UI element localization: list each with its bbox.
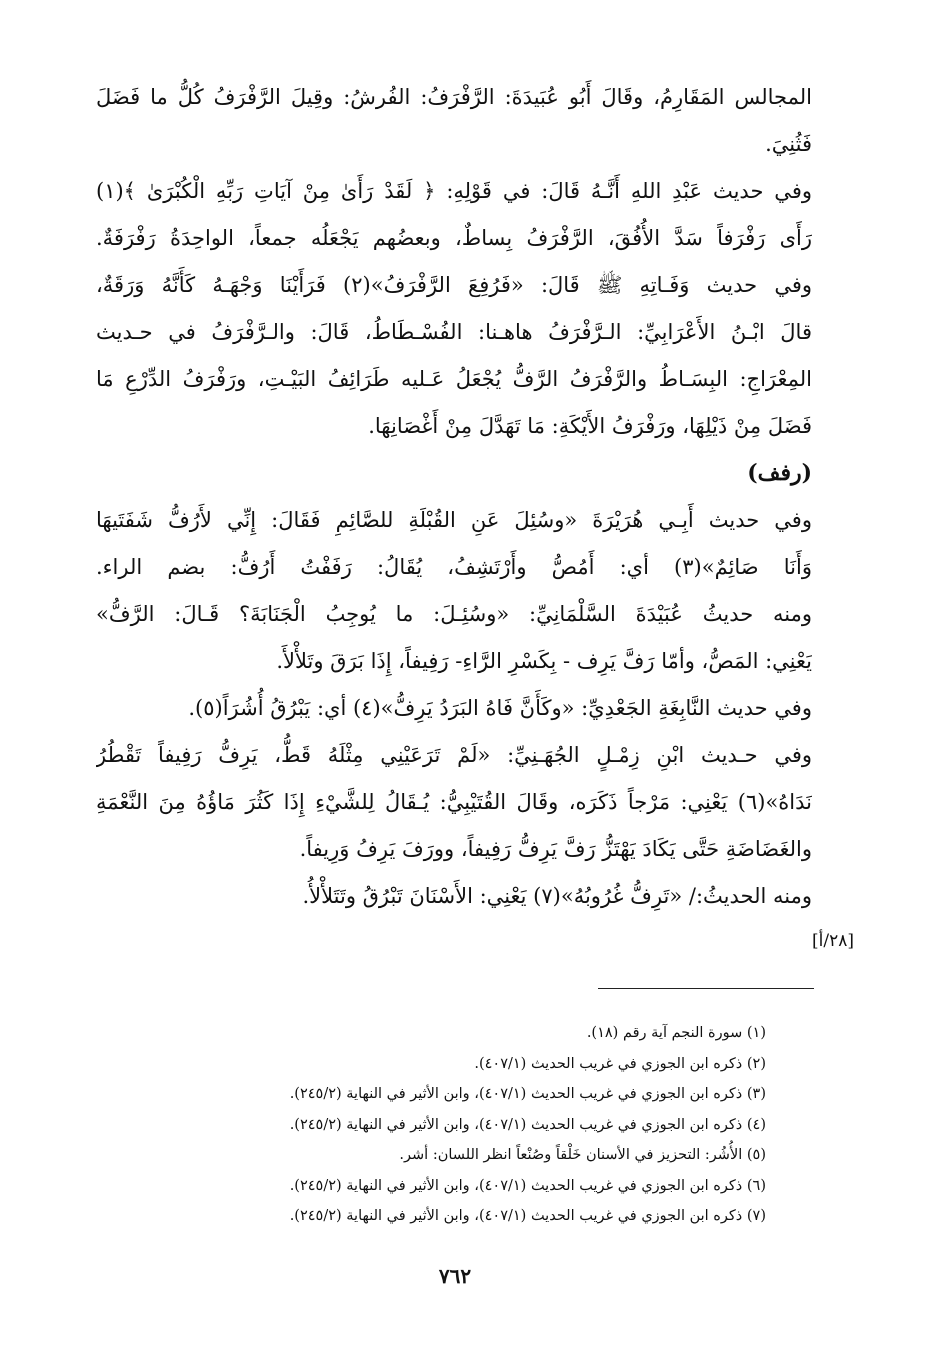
footnote: (٧) ذكره ابن الجوزي في غريب الحديث (٤٠٧/١)، وابن الأثير في النهاية (٢٤٥/٢). — [289, 1208, 766, 1224]
body-line: رَأَى رَفْرَفاً سَدَّ الأُفُقَ، الرَّفْرَفُ بِساطٌ، وبعضُهم يَجْعَلُه جمعاً، الواحِدَةُ رَفْرَفَةٌ. — [96, 226, 812, 250]
body-line: ومنه حديثُ عُبَيْدَةَ السَّلْمَانِيِّ: «وسُئِـلَ: ما يُوجِبُ الْجَنَابَةَ؟ قَـالَ: الرَّفُّ» — [96, 602, 812, 626]
body-line: يَعْنِي: المَصُّ، وأمّا رَفَّ يَرِف - بِكَسْرِ الرَّاءِ- رَفِيفاً، إِذَا بَرَقَ وتَلأْلأَ. — [276, 649, 812, 673]
body-text — [96, 74, 812, 920]
body-line: المجالس المَقَارِمُ، وقَالَ أَبُو عُبَيدَةَ: الرَّفْرَفُ: الفُرشُ: وقِيلَ الرَّفْرَفُ كُلُّ ما فَضَلَ — [96, 85, 812, 109]
footnote: (٥) الأُشُر: التحزيز في الأسنان خَلْقاً وصُنْعاً انظر اللسان: أشر. — [399, 1147, 766, 1163]
body-line: قالَ ابْـنُ الأَعْرَابِيِّ: الـرَّفْرَفُ هاهـنا: الفُسْـطَاطُ، قَالَ: والـرَّفْرَفُ في حـديث — [96, 320, 812, 344]
page-number: ٧٦٢ — [438, 1264, 472, 1288]
body-line: وفي حديث النَّابِغَةِ الجَعْدِيِّ: «وكَأَنَّ فَاهُ البَرَدُ يَرِفُّ»(٤) أي: يَبْرُقُ أُشُرَاً(٥). — [188, 696, 812, 720]
footnote-separator — [598, 988, 814, 989]
footnote: (٤) ذكره ابن الجوزي في غريب الحديث (٤٠٧/١)، وابن الأثير في النهاية (٢٤٥/٢). — [289, 1116, 766, 1133]
body-line: نَدَاهُ»(٦) يَعْنِي: مَرْجاً ذَكَرَه، وقَالَ القُتَيْبِيُّ: يُـقَالُ لِلشَّيْءِ إِذَا كَثُرَ مَاؤُهُ مِنَ النَّعْمَةِ — [96, 790, 812, 814]
footnotes — [110, 1018, 766, 1232]
body-line: المِعْرَاجِ: البِسَـاطُ والرَّفْرَفُ الرَّفُّ يُجْعَلُ عَـليه طَرَائِفُ البَيْـتِ، ورَفْرَفُ الدِّرْعِ مَا — [96, 367, 812, 391]
footnote: (٦) ذكره ابن الجوزي في غريب الحديث (٤٠٧/١)، وابن الأثير في النهاية (٢٤٥/٢). — [289, 1177, 766, 1194]
body-line: وَأَنَا صَائِمٌ»(٣) أي: أَمُصُّ وأَرْتَشِفُ، يُقَالُ: رَفَفْتُ أَرُفُّ: بضم الراء. — [96, 555, 812, 579]
section-heading: (رفف) — [747, 460, 812, 486]
body-line: والغَضَاضَةِ حَتَّى يَكَادَ يَهْتَزُّ رَفَّ يَرِفُّ رَفِيفاً، وورَفَ يَرِفُ وَرِيفاً. — [299, 837, 812, 861]
body-line: ومنه الحديثُ:/ «تَرِفُّ غُرُوبُهُ»(٧) يَعْنِي: الأَسْنَانَ تَبْرُقُ وتَتَلأْلأُ. — [302, 884, 812, 908]
body-line: فَثُنِيَ. — [765, 132, 812, 156]
body-line: وفي حديث وَفَـاتِهِ ﷺ قَالَ: «فَرُفِعَ الرَّفْرَفُ»(٢) فَرَأَيْنَا وَجْهَـهُ كَأَنَّهُ وَرَقَةٌ، — [96, 273, 812, 297]
footnote: (١) سورة النجم آية رقم (١٨). — [586, 1025, 766, 1041]
margin-folio-note: [٢٨/أ] — [812, 931, 854, 951]
body-line: وفي حديث أَبِـي هُرَيْرَةَ «وسُئِلَ عَنِ القُبْلَةِ للصَّائِمِ فَقَالَ: إِنِّي لأَرُفُّ شَفَتَيهَا — [96, 508, 812, 532]
body-line: وفي حـديث ابْنِ زِمْـلٍ الجُهَـنِيِّ: «لَمْ تَرَعَيْنِي مِثْلَهُ قَطُّ، يَرِفُّ رَفِيفاً تَقْطُرُ — [96, 743, 812, 767]
footnote: (٢) ذكره ابن الجوزي في غريب الحديث (٤٠٧/١). — [474, 1055, 766, 1072]
body-line: فَضَلَ مِنْ ذَيْلِهَا، ورَفْرَفُ الأَيْكَةِ: مَا تَهَدَّلَ مِنْ أَغْصَانِهَا. — [368, 414, 812, 438]
footnote: (٣) ذكره ابن الجوزي في غريب الحديث (٤٠٧/١)، وابن الأثير في النهاية (٢٤٥/٢). — [289, 1086, 766, 1102]
body-line: وفي حديث عَبْدِ اللهِ أَنَّـهُ قَالَ: في قَوْلِهِ: ﴿ لَقَدْ رَأَىٰ مِنْ آيَاتِ رَبِّهِ الْكُبْرَىٰ ﴾(١) — [96, 179, 812, 203]
